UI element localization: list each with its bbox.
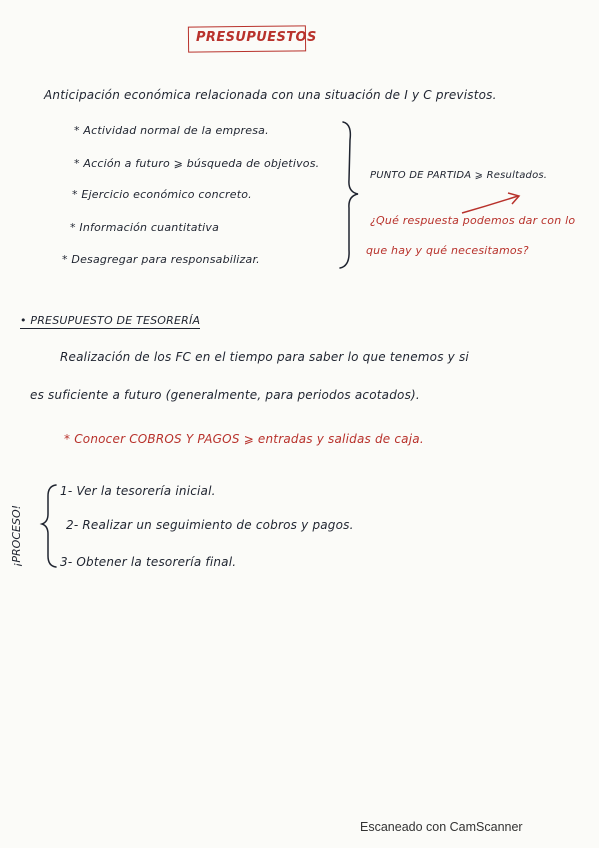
scanner-watermark: Escaneado con CamScanner — [360, 820, 523, 834]
starting-point-note: PUNTO DE PARTIDA ⩾ Resultados. — [370, 170, 548, 181]
section-text-line-1: Realización de los FC en el tiempo para saber lo que tenemos y si — [60, 350, 469, 364]
bullet-item: * Desagregar para responsabilizar. — [62, 253, 260, 266]
page-title: PRESUPUESTOS — [196, 30, 317, 45]
process-bracket — [42, 485, 56, 567]
red-arrow — [462, 196, 518, 213]
process-step: 1- Ver la tesorería inicial. — [60, 484, 216, 498]
bullet-item: * Información cuantitativa — [70, 221, 220, 234]
bullet-item: * Ejercicio económico concreto. — [72, 188, 252, 201]
curly-brace — [340, 122, 358, 268]
question-line-2: que hay y qué necesitamos? — [366, 244, 529, 257]
process-step: 3- Obtener la tesorería final. — [60, 555, 237, 569]
bullet-item: * Acción a futuro ⩾ búsqueda de objetivos. — [74, 157, 320, 170]
section-heading-text: • PRESUPUESTO DE TESORERÍA — [20, 314, 201, 327]
question-line-1: ¿Qué respuesta podemos dar con lo — [370, 214, 576, 227]
bullet-item: * Actividad normal de la empresa. — [74, 124, 269, 137]
section-text-line-2: es suficiente a futuro (generalmente, para periodos acotados). — [30, 388, 420, 402]
intro-text: Anticipación económica relacionada con una situación de I y C previstos. — [44, 88, 497, 102]
process-label: ¡PROCESO! — [10, 504, 23, 567]
highlight-line: * Conocer COBROS Y PAGOS ⩾ entradas y salidas de caja. — [64, 432, 424, 446]
process-step: 2- Realizar un seguimiento de cobros y pagos. — [66, 518, 354, 532]
